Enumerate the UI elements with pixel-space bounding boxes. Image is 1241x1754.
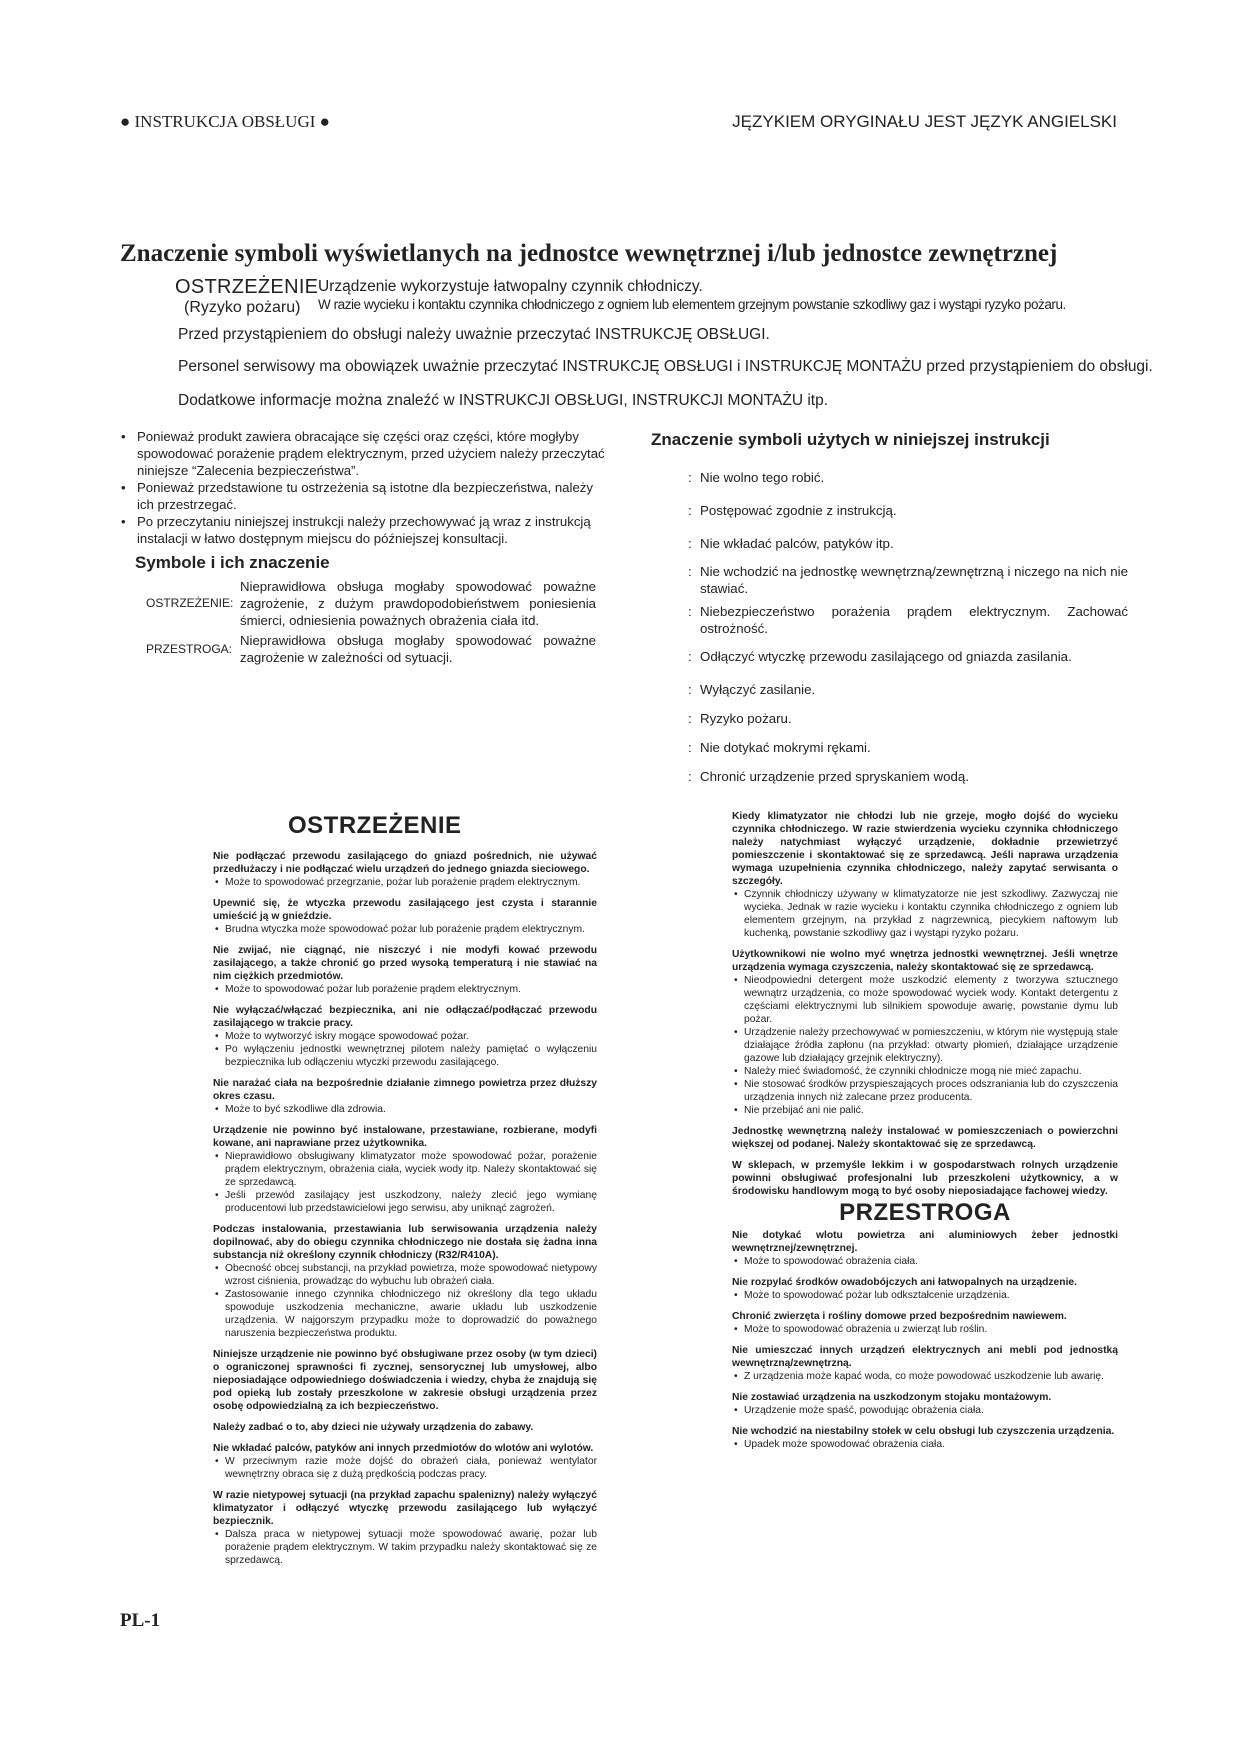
list-item: • Nie stosować środków przyspieszających proces odszraniania lub do czyszczenia urządzenia innych niż zalecane przez producenta.	[732, 1078, 1118, 1104]
safety-item-heading: Nie wchodzić na niestabilny stołek w celu obsługi lub czyszczenia urządzenia.	[732, 1426, 1115, 1437]
legend-heading: Znaczenie symboli użytych w niniejszej instrukcji	[651, 430, 1050, 449]
list-item: • Jeśli przewód zasilający jest uszkodzony, należy zlecić jego wymianę producentowi lub przedstawicielowi jego serwisu, aby uniknąć zagrożeń.	[213, 1189, 597, 1215]
flammable-warning-label: OSTRZEŻENIE	[175, 276, 319, 298]
safety-item-heading: Nie wkładać palców, patyków ani innych przedmiotów do wlotów ani wylotów.	[213, 1443, 594, 1454]
safety-item	[732, 948, 1118, 1117]
legend-item: : Wyłączyć zasilanie.	[688, 682, 816, 697]
caution-definition	[146, 632, 596, 666]
intro-line-3: Dodatkowe informacje można znaleźć w INSTRUKCJI OBSŁUGI, INSTRUKCJI MONTAŻU itp.	[178, 392, 829, 409]
legend-item: : Nie dotykać mokrymi rękami.	[688, 740, 871, 755]
legend-item: : Odłączyć wtyczkę przewodu zasilającego od gniazda zasilania.	[688, 649, 1072, 664]
caution-definition-text: Nieprawidłowa obsługa mogłaby spowodować poważne zagrożenie w zależności od sytuacji.	[240, 633, 596, 665]
list-item: • Ponieważ przedstawione tu ostrzeżenia są istotne dla bezpieczeństwa, należy ich przestrzegać.	[120, 479, 610, 513]
safety-item	[213, 1489, 597, 1567]
list-item: • Obecność obcej substancji, na przykład powietrza, może spowodować nietypowy wzrost ciśnienia, prowadząc do wybuchu lub obrażeń ciała.	[213, 1262, 597, 1288]
legend-item: : Chronić urządzenie przed spryskaniem wodą.	[688, 769, 970, 784]
safety-item-heading: Nie wyłączać/włączać bezpiecznika, ani nie odłączać/podłączać przewodu zasilającego w trakcie pracy.	[213, 1005, 597, 1029]
list-item: • Dalsza praca w nietypowej sytuacji może spowodować awarię, pożar lub porażenie prądem elektrycznym. W takim przypadku należy skontaktować się ze sprzedawcą.	[213, 1528, 597, 1567]
flammable-text-1: Urządzenie wykorzystuje łatwopalny czynnik chłodniczy.	[318, 278, 703, 295]
list-item: • Może to wytworzyć iskry mogące spowodować pożar.	[213, 1030, 597, 1043]
warning-definition-text: Nieprawidłowa obsługa mogłaby spowodować poważne zagrożenie, z dużym prawdopodobieństwem poniesienia śmierci, odniesienia poważnych obrażenia ciała itd.	[240, 579, 596, 628]
safety-item	[732, 1276, 1118, 1302]
list-item: • Może to spowodować obrażenia ciała.	[732, 1255, 1118, 1268]
safety-item	[213, 1223, 597, 1340]
safety-item	[213, 1004, 597, 1069]
intro-line-2: Personel serwisowy ma obowiązek uważnie przeczytać INSTRUKCJĘ OBSŁUGI i INSTRUKCJĘ MONTAŻU przed przystąpieniem do obsługi.	[178, 358, 1153, 375]
safety-item-heading: Podczas instalowania, przestawiania lub serwisowania urządzenia należy dopilnować, aby do obiegu czynnika chłodniczego nie dostała się żadna inna substancja niż określony czynnik chłodniczy (R32/R410A).	[213, 1224, 597, 1261]
safety-item	[732, 810, 1118, 940]
manual-header-label: ● INSTRUKCJA OBSŁUGI ●	[120, 112, 330, 131]
list-item: • Może to spowodować obrażenia u zwierząt lub roślin.	[732, 1323, 1118, 1336]
list-item: • Brudna wtyczka może spowodować pożar lub porażenie prądem elektrycznym.	[213, 923, 597, 936]
warning-definition	[146, 578, 596, 629]
safety-item	[732, 1344, 1118, 1383]
safety-item	[213, 1442, 597, 1481]
symbols-heading: Symbole i ich znaczenie	[135, 553, 330, 572]
legend-item: : Nie wolno tego robić.	[688, 470, 825, 485]
safety-item	[213, 897, 597, 936]
safety-item-heading: Nie umieszczać innych urządzeń elektrycznych ani mebli pod jednostką wewnętrzną/zewnętrzną.	[732, 1345, 1118, 1369]
safety-item-heading: Należy zadbać o to, aby dzieci nie używały urządzenia do zabawy.	[213, 1422, 534, 1433]
safety-item	[213, 1077, 597, 1116]
safety-item-heading: Niniejsze urządzenie nie powinno być obsługiwane przez osoby (w tym dzieci) o ograniczonej sprawności fi zycznej, sensorycznej lub umysłowej, albo nieposiadające odpowiedniego doświadczenia i wiedzy, chyba że znajdują się pod opieką lub zostały przeszkolone w zakresie obsługi urządzenia przez osobę odpowiedzialną za ich bezpieczeństwo.	[213, 1349, 597, 1412]
safety-item-heading: Nie zostawiać urządzenia na uszkodzonym stojaku montażowym.	[732, 1392, 1052, 1403]
safety-item-heading: Chronić zwierzęta i rośliny domowe przed bezpośrednim nawiewem.	[732, 1311, 1067, 1322]
safety-item-heading: Upewnić się, że wtyczka przewodu zasilającego jest czysta i starannie umieścić ją w gnieździe.	[213, 898, 597, 922]
safety-item	[732, 1159, 1118, 1198]
safety-item-heading: Nie podłączać przewodu zasilającego do gniazd pośrednich, nie używać przedłużaczy i nie podłączać wielu urządzeń do jednego gniazda sieciowego.	[213, 851, 597, 875]
flammable-text-2: W razie wycieku i kontaktu czynnika chłodniczego z ogniem lub elementem grzejnym powstanie szkodliwy gaz i wystąpi ryzyko pożaru.	[318, 297, 1066, 312]
page-title: Znaczenie symboli wyświetlanych na jednostce wewnętrznej i/lub jednostce zewnętrznej	[120, 240, 1058, 267]
list-item: • Urządzenie może spaść, powodując obrażenia ciała.	[732, 1404, 1118, 1417]
safety-item-heading: Nie rozpylać środków owadobójczych ani łatwopalnych na urządzenie.	[732, 1277, 1078, 1288]
list-item: • Po przeczytaniu niniejszej instrukcji należy przechowywać ją wraz z instrukcją instalacji w łatwo dostępnym miejscu do późniejszej konsultacji.	[120, 513, 610, 547]
safety-item	[732, 1125, 1118, 1151]
warning-column	[213, 850, 597, 1575]
legend-item: : Nie wkładać palców, patyków itp.	[688, 536, 894, 551]
safety-item	[732, 1229, 1118, 1268]
caution-section-heading: PRZESTROGA	[839, 1199, 1011, 1226]
right-column-list	[732, 810, 1118, 1198]
legend-item: : Ryzyko pożaru.	[688, 711, 792, 726]
right-column	[732, 810, 1118, 1459]
safety-item-heading: W razie nietypowej sytuacji (na przykład zapachu spalenizny) należy wyłączyć klimatyzator i odłączyć wtyczkę przewodu zasilającego lub wyłączyć bezpiecznik.	[213, 1490, 597, 1527]
warning-section-heading: OSTRZEŻENIE	[288, 812, 462, 839]
safety-item	[732, 1391, 1118, 1417]
safety-item	[213, 1348, 597, 1413]
legend-item: : Postępować zgodnie z instrukcją.	[688, 503, 897, 518]
safety-item	[213, 850, 597, 889]
list-item: • Z urządzenia może kapać woda, co może powodować uszkodzenie lub awarię.	[732, 1370, 1118, 1383]
legend-item: : Nie wchodzić na jednostkę wewnętrzną/zewnętrzną i niczego na nich nie stawiać.	[688, 564, 1128, 596]
safety-item-heading: Nie dotykać wlotu powietrza ani aluminiowych żeber jednostki wewnętrznej/zewnętrznej.	[732, 1230, 1118, 1254]
list-item: • Ponieważ produkt zawiera obracające się części oraz części, które mogłyby spowodować porażenie prądem elektrycznym, przed użyciem należy przeczytać niniejsze “Zalecenia bezpieczeństwa”.	[120, 428, 610, 479]
list-item: • Po wyłączeniu jednostki wewnętrznej pilotem należy pamiętać o wyłączeniu bezpiecznika lub odłączeniu wtyczki przewodu zasilającego.	[213, 1043, 597, 1069]
safety-item-heading: Jednostkę wewnętrzną należy instalować w pomieszczeniach o powierzchni większej od podanej. Należy skontaktować się ze sprzedawcą.	[732, 1126, 1118, 1150]
list-item: • W przeciwnym razie może dojść do obrażeń ciała, ponieważ wentylator wewnętrzny obraca się z dużą prędkością podczas pracy.	[213, 1455, 597, 1481]
list-item: • Urządzenie należy przechowywać w pomieszczeniu, w którym nie występują stale działające źródła zapłonu (na przykład: otwarty płomień, działające urządzenie gazowe lub działający grzejnik elektryczny).	[732, 1026, 1118, 1065]
safety-item-heading: Użytkownikowi nie wolno myć wnętrza jednostki wewnętrznej. Jeśli wnętrze urządzenia wymaga czyszczenia, należy skontaktować się ze sprzedawcą.	[732, 949, 1118, 973]
list-item: • Może to być szkodliwe dla zdrowia.	[213, 1103, 597, 1116]
safety-item-heading: Nie narażać ciała na bezpośrednie działanie zimnego powietrza przez dłuższy okres czasu.	[213, 1078, 597, 1102]
intro-line-1: Przed przystąpieniem do obsługi należy uważnie przeczytać INSTRUKCJĘ OBSŁUGI.	[178, 326, 770, 343]
list-item: • Należy mieć świadomość, że czynniki chłodnicze mogą nie mieć zapachu.	[732, 1065, 1118, 1078]
safety-item	[732, 1425, 1118, 1451]
warning-definition-label: OSTRZEŻENIE:	[146, 596, 234, 610]
list-item: • Może to spowodować pożar lub odkształcenie urządzenia.	[732, 1289, 1118, 1302]
safety-item	[213, 1124, 597, 1215]
page-number: PL-1	[120, 1610, 161, 1631]
safety-item-heading: W sklepach, w przemyśle lekkim i w gospodarstwach rolnych urządzenie powinni obsługiwać profesjonalni lub przeszkoleni użytkownicy, a w środowisku handlowym mogą to być osoby nieposiadające fachowej wiedzy.	[732, 1160, 1118, 1197]
safety-bullets	[120, 428, 610, 547]
list-item: • Zastosowanie innego czynnika chłodniczego niż określony dla tego układu spowoduje uszkodzenia mechaniczne, awarie układu lub uszkodzenie urządzenia. W najgorszym przypadku może to doprowadzić do poważnego naruszenia bezpieczeństwa produktu.	[213, 1288, 597, 1340]
caution-definition-label: PRZESTROGA:	[146, 641, 233, 656]
list-item: • Nie przebijać ani nie palić.	[732, 1104, 1118, 1117]
safety-item	[732, 1310, 1118, 1336]
list-item: • Może to spowodować przegrzanie, pożar lub porażenie prądem elektrycznym.	[213, 876, 597, 889]
list-item: • Upadek może spowodować obrażenia ciała.	[732, 1438, 1118, 1451]
safety-item-heading: Urządzenie nie powinno być instalowane, przestawiane, rozbierane, modyfi kowane, ani naprawiane przez użytkownika.	[213, 1125, 597, 1149]
safety-item	[213, 944, 597, 996]
safety-item-heading: Nie zwijać, nie ciągnąć, nie niszczyć i nie modyfi kować przewodu zasilającego, a także chronić go przed wysoką temperaturą i nie stawiać na nim ciężkich przedmiotów.	[213, 945, 597, 982]
safety-item-heading: Kiedy klimatyzator nie chłodzi lub nie grzeje, mogło dojść do wycieku czynnika chłodniczego. W razie stwierdzenia wycieku czynnika chłodniczego należy natychmiast wyłączyć urządzenie, dokładnie przewietrzyć pomieszczenie i skontaktować się ze sprzedawcą. Jeśli naprawa urządzenia wymaga uzupełnienia czynnika chłodniczego, należy zapytać serwisanta o szczegóły.	[732, 811, 1118, 887]
list-item: • Czynnik chłodniczy używany w klimatyzatorze nie jest szkodliwy. Zazwyczaj nie wycieka. Jednak w razie wycieku i kontaktu czynnika chłodniczego z ogniem lub elementem grzejnym, na przykład z nagrzewnicą, piecykiem naftowym lub kuchenką, powstanie szkodliwy gaz i wystąpi ryzyko pożaru.	[732, 888, 1118, 940]
legend-item: : Niebezpieczeństwo porażenia prądem elektrycznym. Zachować ostrożność.	[688, 604, 1128, 636]
original-language-note: JĘZYKIEM ORYGINAŁU JEST JĘZYK ANGIELSKI	[732, 112, 1117, 131]
caution-list	[732, 1229, 1118, 1451]
list-item: • Może to spowodować pożar lub porażenie prądem elektrycznym.	[213, 983, 597, 996]
fire-risk-sublabel: (Ryzyko pożaru)	[184, 299, 301, 316]
list-item: • Nieodpowiedni detergent może uszkodzić elementy z tworzywa sztucznego wewnątrz urządzenia, co może spowodować wyciek wody. Kontakt detergentu z częściami elektrycznymi lub silnikiem spowoduje awarię, powstanie dymu lub pożar.	[732, 974, 1118, 1026]
list-item: • Nieprawidłowo obsługiwany klimatyzator może spowodować pożar, porażenie prądem elektrycznym, obrażenia ciała, wyciek wody itp. Należy skontaktować się ze sprzedawcą.	[213, 1150, 597, 1189]
safety-item	[213, 1421, 597, 1434]
